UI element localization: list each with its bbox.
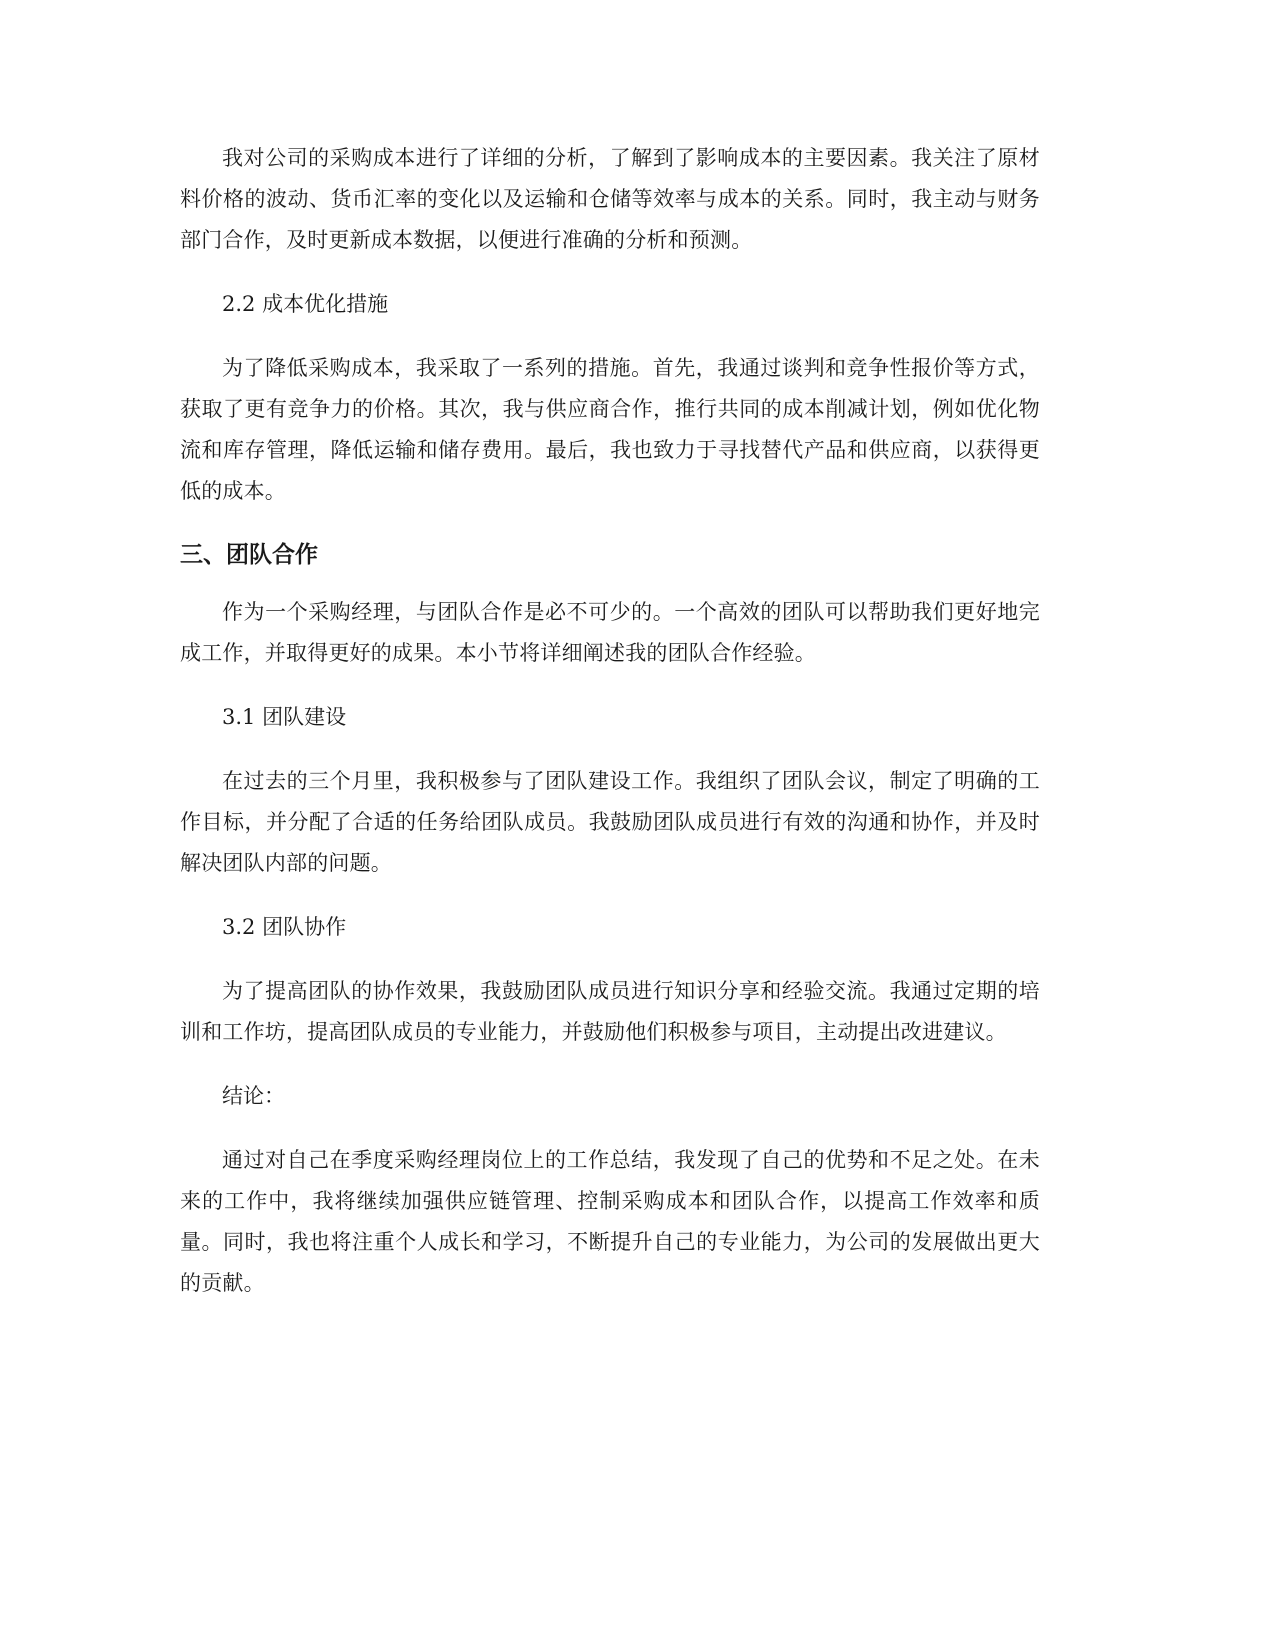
subsection-title-3-1: 3.1 团队建设 xyxy=(222,705,347,729)
paragraph-teamwork-intro: 作为一个采购经理，与团队合作是必不可少的。一个高效的团队可以帮助我们更好地完成工作，并取得更好的成果。本小节将详细阐述我的团队合作经验。 xyxy=(180,600,1040,665)
subsection-title-2-2: 2.2 成本优化措施 xyxy=(222,292,389,316)
conclusion-label: 结论： xyxy=(222,1084,285,1108)
document-page xyxy=(180,138,1040,1327)
paragraph-team-building: 在过去的三个月里，我积极参与了团队建设工作。我组织了团队会议，制定了明确的工作目标，并分配了合适的任务给团队成员。我鼓励团队成员进行有效的沟通和协作，并及时解决团队内部的问题。 xyxy=(180,769,1040,875)
paragraph-cost-optimization: 为了降低采购成本，我采取了一系列的措施。首先，我通过谈判和竞争性报价等方式，获取了更有竞争力的价格。其次，我与供应商合作，推行共同的成本削减计划，例如优化物流和库存管理，降低运输和储存费用。最后，我也致力于寻找替代产品和供应商，以获得更低的成本。 xyxy=(180,356,1040,503)
paragraph-conclusion: 通过对自己在季度采购经理岗位上的工作总结，我发现了自己的优势和不足之处。在未来的工作中，我将继续加强供应链管理、控制采购成本和团队合作，以提高工作效率和质量。同时，我也将注重个人成长和学习，不断提升自己的专业能力，为公司的发展做出更大的贡献。 xyxy=(180,1148,1040,1295)
paragraph-team-collaboration: 为了提高团队的协作效果，我鼓励团队成员进行知识分享和经验交流。我通过定期的培训和工作坊，提高团队成员的专业能力，并鼓励他们积极参与项目，主动提出改进建议。 xyxy=(180,979,1040,1044)
paragraph-cost-analysis: 我对公司的采购成本进行了详细的分析，了解到了影响成本的主要因素。我关注了原材料价格的波动、货币汇率的变化以及运输和仓储等效率与成本的关系。同时，我主动与财务部门合作，及时更新成本数据，以便进行准确的分析和预测。 xyxy=(180,146,1040,252)
subsection-title-3-2: 3.2 团队协作 xyxy=(222,915,347,939)
section-heading-teamwork: 三、团队合作 xyxy=(180,542,318,568)
